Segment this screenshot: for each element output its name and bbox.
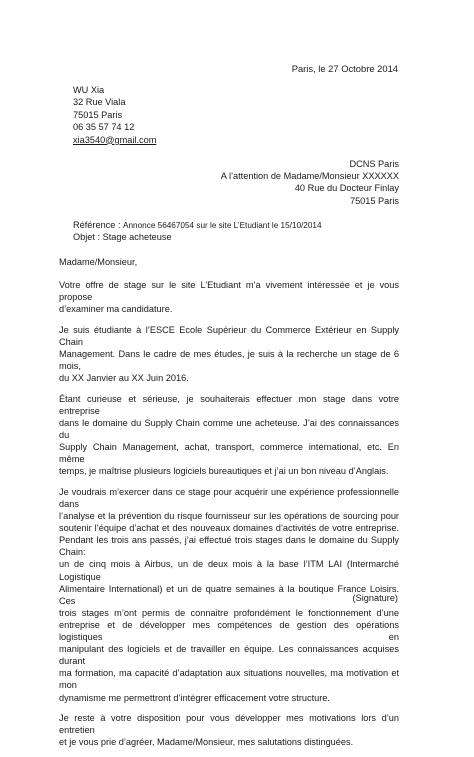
paragraph-line: du XX Janvier au XX Juin 2016.	[59, 373, 189, 384]
salutation: Madame/Monsieur,	[59, 257, 138, 267]
letter-body	[59, 279, 399, 757]
reference-value: Annonce 56467054 sur le site L’Etudiant le 15/10/2014	[123, 221, 322, 230]
paragraph-line: et je vous prie d’agréer, Madame/Monsieur, mes salutations distinguées.	[59, 737, 354, 748]
paragraph-line: ma formation, ma capacité d’adaptation aux situations nouvelles, ma motivation et mon	[59, 668, 399, 691]
sender-city: 75015 Paris	[73, 109, 123, 120]
sender-name: WU Xia	[73, 85, 105, 95]
paragraph-line: Je suis étudiante à l’ESCE Ecole Supérieur du Commerce Extérieur en Supply Chain	[59, 324, 399, 347]
paragraph-line: Étant curieuse et sérieuse, je souhaiterais effectuer mon stage dans votre entreprise	[59, 393, 399, 416]
sender-email-link[interactable]: xia3540@gmail.com	[73, 134, 157, 145]
body-paragraph	[59, 486, 399, 704]
sender-phone: 06 35 57 74 12	[73, 122, 135, 133]
paragraph-line: Je reste à votre disposition pour vous développer mes motivations lors d’un entretien	[59, 713, 399, 736]
sender-block	[73, 84, 156, 146]
paragraph-line: trois stages m’ont permis de connaitre profondément le fonctionnement d’une	[59, 607, 399, 618]
paragraph-line: Management. Dans le cadre de mes études, je suis à la recherche un stage de 6 mois,	[59, 348, 399, 372]
paragraph-line: temps, je maîtrise plusieurs logiciels bureautiques et j’ai un bon niveau d’Anglais.	[59, 466, 389, 477]
paragraph-line: un de cinq mois à Airbus, un de deux mois à la base l’ITM LAI (Intermarché Logistique	[59, 559, 399, 582]
reference-block	[73, 220, 322, 243]
recipient-block	[221, 158, 399, 207]
reference-label: Référence :	[73, 220, 124, 230]
paragraph-line: Supply Chain Management, achat, transport, commerce international, etc. En même	[59, 442, 399, 465]
body-paragraph	[59, 324, 399, 384]
body-paragraph	[59, 279, 399, 315]
recipient-attention: A l’attention de Madame/Monsieur XXXXXX	[220, 171, 399, 182]
body-paragraph	[59, 393, 399, 478]
paragraph-line: Je voudrais m’exercer dans ce stage pour acquérir une expérience professionnelle dans	[59, 486, 399, 509]
paragraph-line: dynamisme me permettront d’intégrer efficacement votre structure.	[59, 692, 330, 703]
body-paragraph	[59, 712, 399, 748]
paragraph-line: Alimentaire International) et un de quatre semaines à la boutique France Loisirs. Ces	[59, 583, 399, 606]
recipient-street: 40 Rue du Docteur Finlay	[294, 183, 399, 194]
recipient-city: 75015 Paris	[349, 195, 399, 206]
paragraph-line: Votre offre de stage sur le site L’Etudiant m’a vivement intéressée et je vous propose	[59, 280, 399, 303]
letter-date: Paris, le 27 Octobre 2014	[291, 63, 398, 74]
paragraph-line: Pendant les trois ans passés, j’ai effectué trois stages dans le domaine du Supply Chain:	[59, 535, 399, 558]
recipient-company: DCNS Paris	[349, 159, 399, 169]
paragraph-line: manipulant des logiciels et de travailler en équipe. Les connaissances acquises durant	[59, 644, 399, 667]
paragraph-line: l’analyse et la prévention du risque fournisseur sur les opérations de sourcing pour	[59, 511, 399, 522]
paragraph-line: soutenir l’équipe d’achat et des nouveaux domaines d’activités de votre entreprise.	[59, 523, 399, 534]
object-line: Objet : Stage acheteuse	[73, 231, 172, 242]
paragraph-line: entreprise et de développer mes compétences de gestion des opérations logistiques en	[59, 619, 399, 643]
signature: (Signature)	[352, 593, 398, 603]
paragraph-line: dans le domaine du Supply Chain comme une acheteuse. J’ai des connaissances du	[59, 417, 399, 441]
sender-street: 32 Rue Viala	[73, 97, 126, 108]
paragraph-line: d’examiner ma candidature.	[59, 304, 173, 315]
